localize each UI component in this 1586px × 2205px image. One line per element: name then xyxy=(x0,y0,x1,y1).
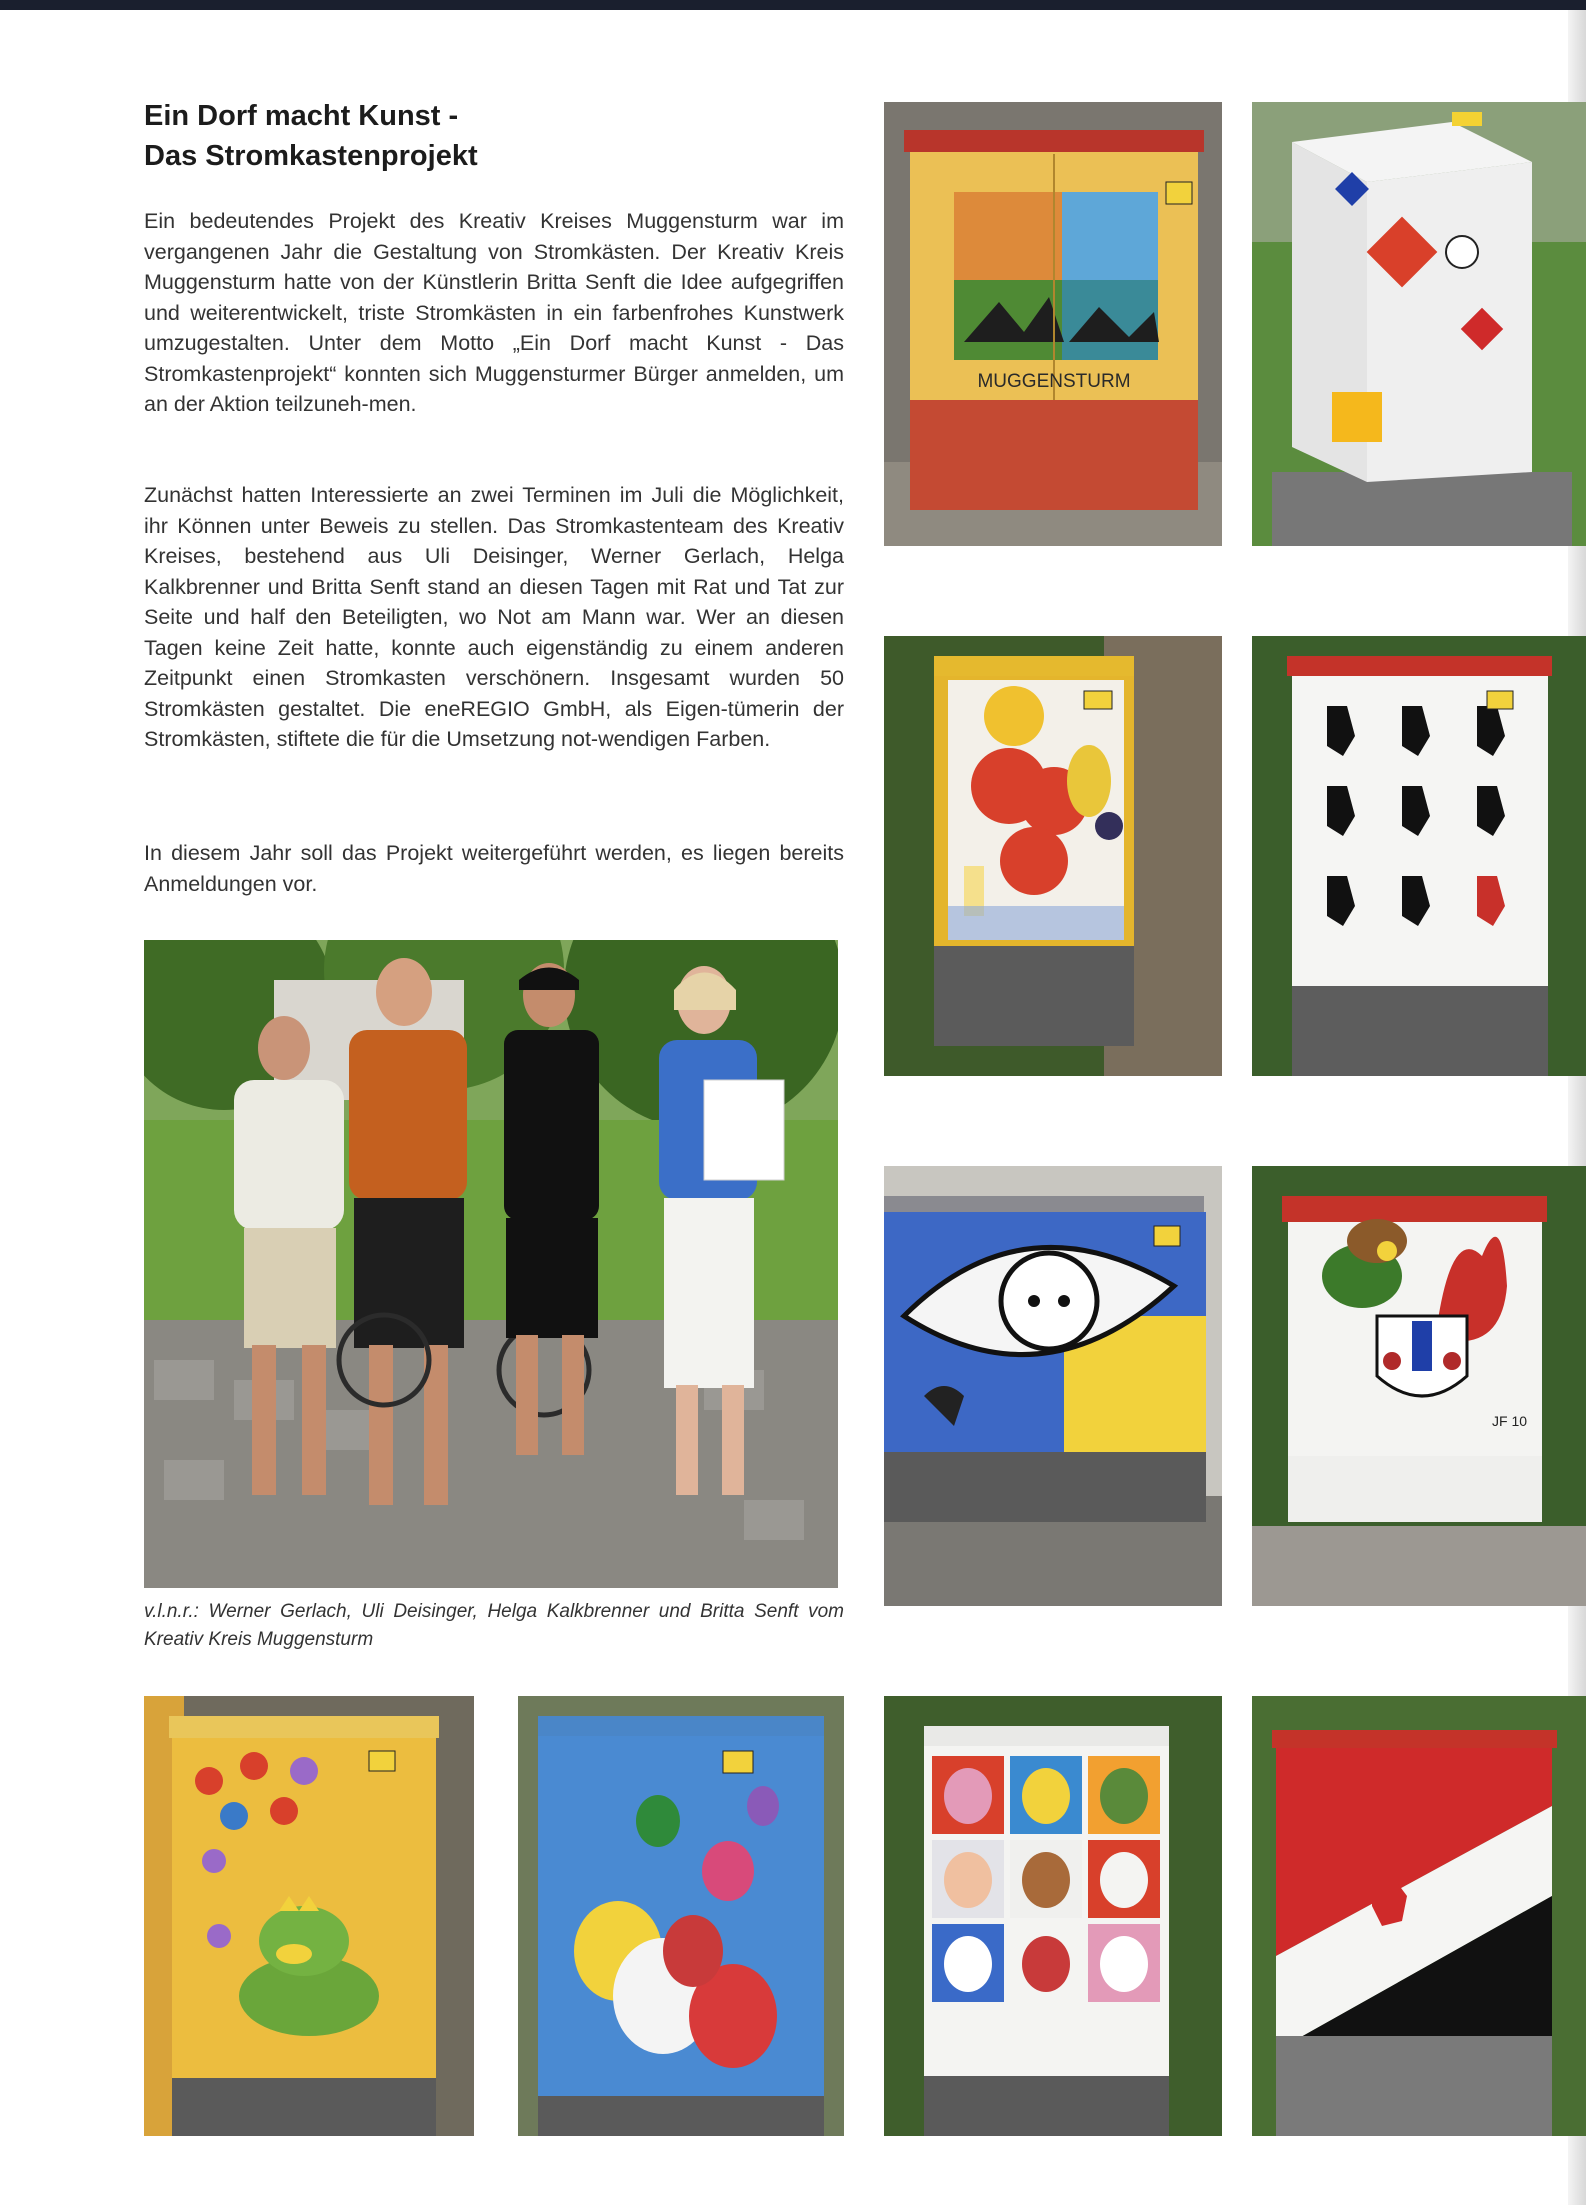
photo-box-dogs xyxy=(1252,636,1586,1076)
article-title xyxy=(144,96,744,176)
group-photo xyxy=(144,940,838,1588)
photo-box-sports xyxy=(1252,102,1586,546)
group-photo-caption: v.l.n.r.: Werner Gerlach, Uli Deisinger, Helga Kalkbrenner und Britta Senft vom Kreativ Kreis Muggensturm xyxy=(144,1601,844,1650)
photo-box-popart xyxy=(884,1696,1222,2136)
paragraph-intro: Ein bedeutendes Projekt des Kreativ Kreises Muggensturm war im vergangenen Jahr die Gestaltung von Stromkästen. Der Kreativ Kreis Muggensturm hatte von der Künstlerin Britta Senft die Idee aufgegriffen und weiterentwickelt, triste Stromkästen in ein farbenfrohes Kunstwerk umzugestalten. Unter dem Motto „Ein Dorf macht Kunst - Das Stromkastenprojekt“ konnten sich Muggensturmer Bürger anmelden, um an der Aktion teilzuneh-men. xyxy=(144,209,844,416)
photo-box-balloons xyxy=(518,1696,844,2136)
title-line-2: Das Stromkastenprojekt xyxy=(144,140,478,172)
top-edge-bar xyxy=(0,0,1586,10)
title-line-1: Ein Dorf macht Kunst - xyxy=(144,100,459,132)
photo-box-eye xyxy=(884,1166,1222,1606)
photo-box-diagonal xyxy=(1252,1696,1586,2136)
paragraph-outlook: In diesem Jahr soll das Projekt weitergeführt werden, es liegen bereits Anmeldungen vor. xyxy=(144,841,844,896)
photo-box-muggensturm xyxy=(884,102,1222,546)
photo-box-frog xyxy=(144,1696,474,2136)
box-label-muggensturm: MUGGENSTURM xyxy=(977,371,1131,392)
paragraph-process: Zunächst hatten Interessierte an zwei Terminen im Juli die Möglichkeit, ihr Können unter Beweis zu stellen. Das Stromkastenteam des Kreativ Kreises, bestehend aus Uli Deisinger, Werner Gerlach, Helga Kalkbrenner und Britta Senft stand an diesen Tagen mit Rat und Tat zur Seite und half den Beteiligten, wo Not am Mann war. Wer an diesen Tagen keine Zeit hatte, konnte auch eigenständig zu einem anderen Zeitpunkt einen Stromkasten verschönern. Insgesamt wurden 50 Stromkästen gestaltet. Die eneREGIO GmbH, als Eigen-tümerin der Stromkästen, stiftete die für die Umsetzung not-wendigen Farben. xyxy=(144,483,844,751)
photo-box-dragon xyxy=(1252,1166,1586,1606)
photo-box-fruit xyxy=(884,636,1222,1076)
box-signature: JF 10 xyxy=(1492,1413,1528,1429)
